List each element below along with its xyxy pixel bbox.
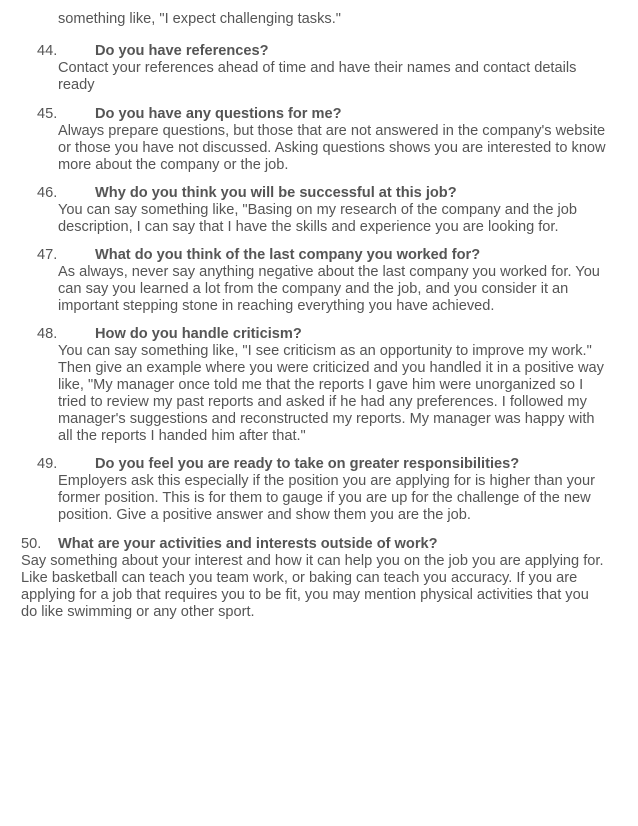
answer-line: former position. This is for them to gauge if you are up for the challenge of the new: [58, 490, 591, 506]
answer-line: description, I can say that I have the skills and experience you are looking for.: [58, 219, 559, 235]
item-number: 48.: [37, 326, 58, 342]
item-question: How do you handle criticism?: [95, 326, 302, 342]
answer-line: can say you learned a lot from the company and the job, and you consider it an: [58, 281, 569, 297]
item-question: What are your activities and interests outside of work?: [58, 536, 438, 552]
answer-line: You can say something like, "Basing on my research of the company and the job: [58, 202, 577, 218]
answer-line: position. Give a positive answer and show them you are the job.: [58, 507, 471, 523]
item-question: Do you have references?: [95, 43, 269, 59]
answer-line: like, "My manager once told me that the reports I gave him were unorganized so I: [58, 377, 584, 393]
answer-line: or those you have not discussed. Asking questions shows you are interested to know: [58, 140, 606, 156]
item-question: Do you feel you are ready to take on greater responsibilities?: [95, 456, 520, 472]
item-question: Do you have any questions for me?: [95, 106, 342, 122]
item-question: What do you think of the last company you worked for?: [95, 247, 481, 263]
answer-line: You can say something like, "I see criticism as an opportunity to improve my work.": [58, 343, 592, 359]
item-question: Why do you think you will be successful at this job?: [95, 185, 457, 201]
intro-line: something like, "I expect challenging tasks.": [58, 11, 341, 27]
answer-line: important stepping stone in reaching everything you have achieved.: [58, 298, 495, 314]
answer-line: Employers ask this especially if the position you are applying for is higher than your: [58, 473, 596, 489]
item-number: 47.: [37, 247, 58, 263]
answer-line: Contact your references ahead of time and have their names and contact details: [58, 60, 577, 76]
answer-line: ready: [58, 77, 95, 93]
item-number: 46.: [37, 185, 58, 201]
item-number: 49.: [37, 456, 58, 472]
item-number: 44.: [37, 43, 58, 59]
answer-line: applying for a job that requires you to be fit, you may mention physical activities that you: [21, 587, 589, 603]
answer-line: Always prepare questions, but those that are not answered in the company's website: [58, 123, 606, 139]
item-number: 45.: [37, 106, 58, 122]
answer-line: tried to review my past reports and asked if he had any preferences. I followed my: [58, 394, 587, 410]
item-number: 50.: [21, 536, 42, 552]
answer-line: Then give an example where you were criticized and you handled it in a positive way: [58, 360, 604, 376]
answer-line: do like swimming or any other sport.: [21, 604, 255, 620]
answer-line: Like basketball can teach you team work, or baking can teach you accuracy. If you are: [21, 570, 578, 586]
answer-line: Say something about your interest and how it can help you on the job you are applying for.: [21, 553, 604, 569]
answer-line: As always, never say anything negative about the last company you worked for. You: [58, 264, 600, 280]
answer-line: manager's suggestions and reconstructed my reports. My manager was happy with: [58, 411, 595, 427]
answer-line: more about the company or the job.: [58, 157, 289, 173]
answer-line: all the reports I handed him after that.": [58, 428, 306, 444]
